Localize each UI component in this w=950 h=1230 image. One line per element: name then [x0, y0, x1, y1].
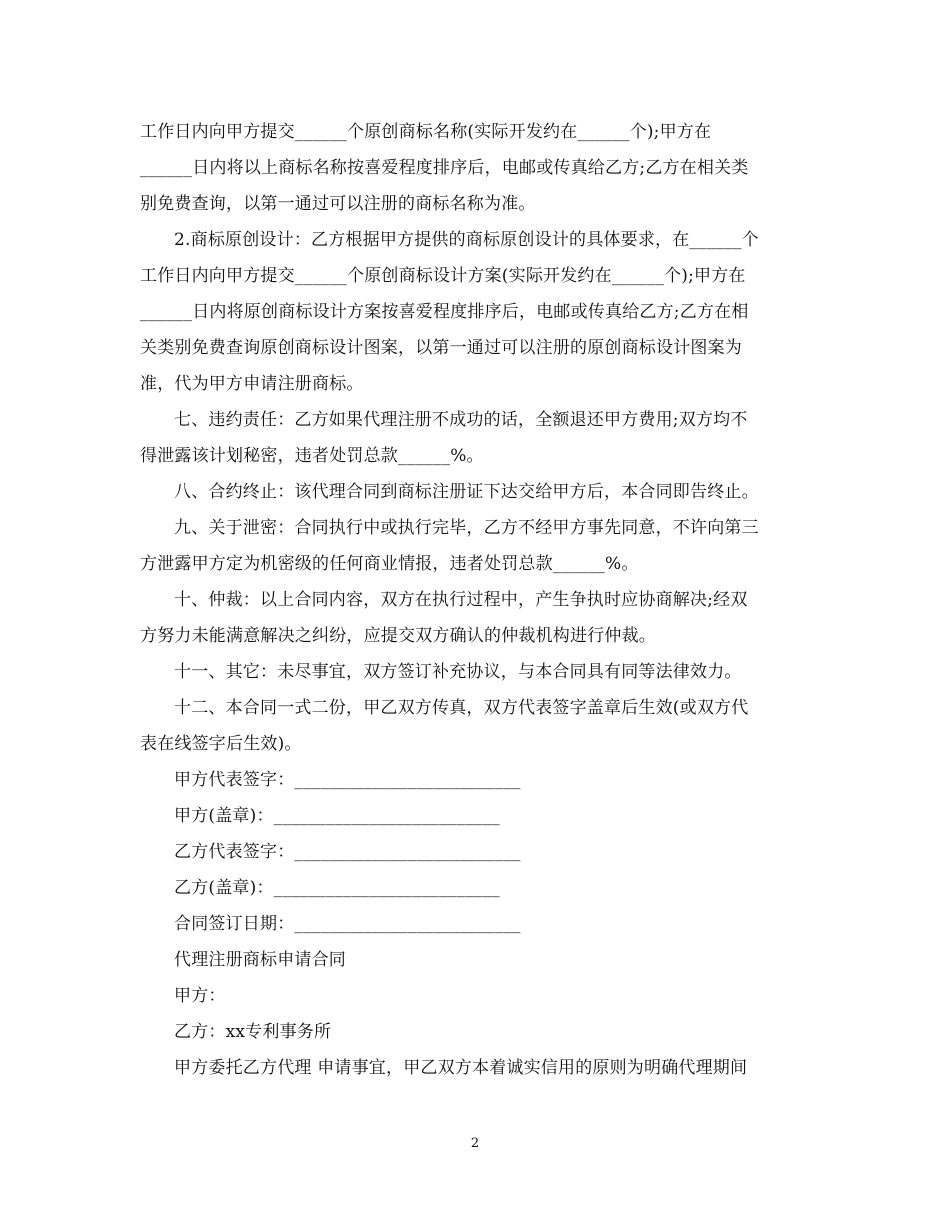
text-line: ______日内将原创商标设计方案按喜爱程度排序后，电邮或传真给乙方;乙方在相: [140, 302, 749, 322]
text-line: 八、合约终止：该代理合同到商标注册证下达交给甲方后，本合同即告终止。: [174, 482, 759, 502]
signature-line: 合同签订日期：__________________________: [174, 914, 521, 934]
signature-line: 甲方代表签字：__________________________: [174, 770, 521, 790]
signature-line: 乙方代表签字：__________________________: [174, 842, 521, 862]
text-line: 方努力未能满意解决之纠纷，应提交双方确认的仲裁机构进行仲裁。: [140, 626, 656, 646]
text-line: 工作日内向甲方提交______个原创商标名称(实际开发约在______个);甲方在: [140, 122, 712, 142]
text-line: 别免费查询，以第一通过可以注册的商标名称为准。: [140, 194, 536, 214]
signature-line: 甲方(盖章)：__________________________: [174, 806, 500, 826]
signature-line: 乙方(盖章)：__________________________: [174, 878, 500, 898]
text-line: 十一、其它：未尽事宜，双方签订补充协议，与本合同具有同等法律效力。: [174, 662, 742, 682]
text-line: 七、违约责任：乙方如果代理注册不成功的话，全额退还甲方费用;双方均不: [174, 410, 748, 430]
contract-title-line: 代理注册商标申请合同: [174, 950, 346, 970]
text-line: 表在线签字后生效)。: [140, 734, 302, 754]
text-line: 工作日内向甲方提交______个原创商标设计方案(实际开发约在______个);甲方在: [140, 266, 746, 286]
text-line: 得泄露该计划秘密，违者处罚总款______%。: [140, 446, 484, 466]
text-line: 十二、本合同一式二份，甲乙双方传真，双方代表签字盖章后生效(或双方代: [174, 698, 749, 718]
text-line: 九、关于泄密：合同执行中或执行完毕，乙方不经甲方事先同意，不许向第三: [174, 518, 759, 538]
party-a-line: 甲方：: [174, 986, 226, 1006]
text-line: ______日内将以上商标名称按喜爱程度排序后，电邮或传真给乙方;乙方在相关类: [140, 158, 749, 178]
party-b-line: 乙方：xx专利事务所: [174, 1022, 332, 1042]
text-line: 甲方委托乙方代理 申请事宜，甲乙双方本着诚实信用的原则为明确代理期间: [174, 1058, 748, 1078]
text-line: 准，代为甲方申请注册商标。: [140, 374, 364, 394]
text-line: 关类别免费查询原创商标设计图案，以第一通过可以注册的原创商标设计图案为: [140, 338, 742, 358]
contract-body: [140, 114, 820, 1086]
text-line: 十、仲裁：以上合同内容，双方在执行过程中，产生争执时应协商解决;经双: [174, 590, 748, 610]
text-line: 方泄露甲方定为机密级的任何商业情报，违者处罚总款______%。: [140, 554, 639, 574]
text-line: 2.商标原创设计：乙方根据甲方提供的商标原创设计的具体要求，在______个: [174, 230, 759, 250]
page-number: 2: [470, 1136, 480, 1151]
